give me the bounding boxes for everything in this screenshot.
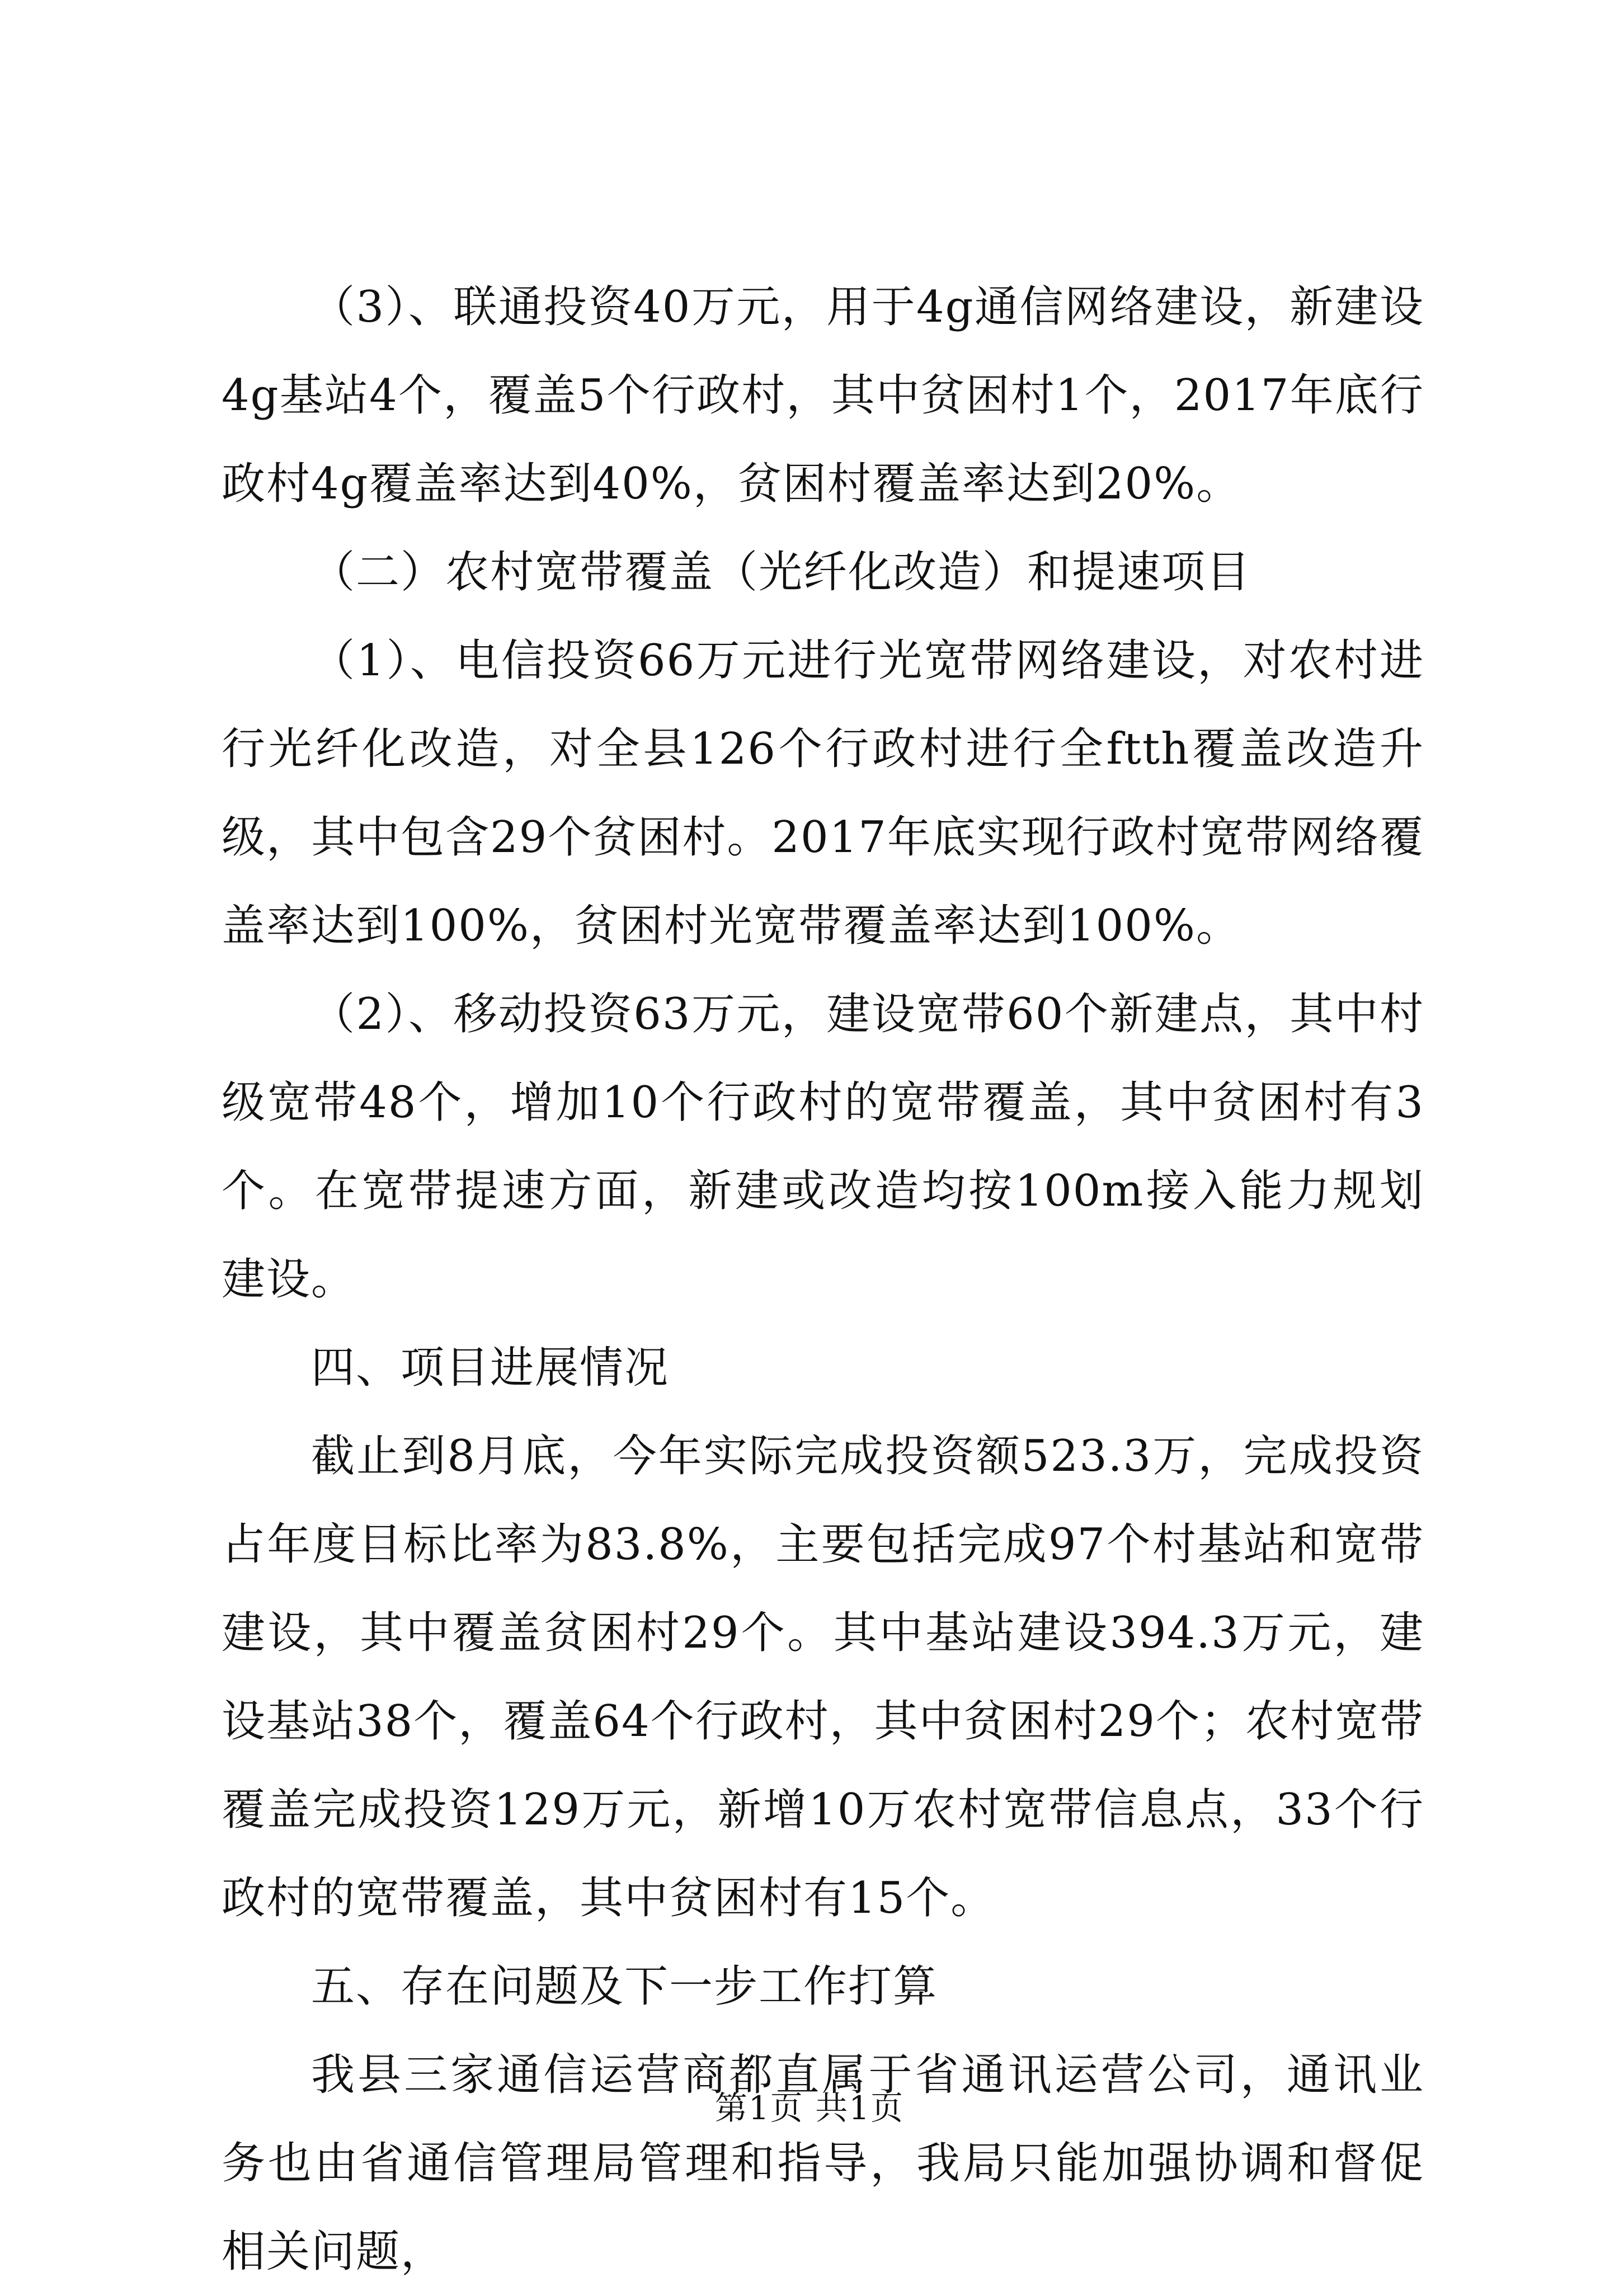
- paragraph-telecom-fiber: （1）、电信投资66万元进行光宽带网络建设，对农村进行光纤化改造，对全县126个行政村进行全ftth覆盖改造升级，其中包含29个贫困村。2017年底实现行政村宽带网络覆盖率达到100%，贫困村光宽带覆盖率达到100%。: [222, 636, 1424, 951]
- document-body: [222, 263, 1424, 2296]
- paragraph-issues: 我县三家通信运营商都直属于省通讯运营公司，通讯业务也由省通信管理局管理和指导，我局只能加强协调和督促相关问题，: [222, 2050, 1424, 2277]
- page-number-footer: 第1页 共1页: [714, 2089, 905, 2127]
- heading-rural-broadband: （二）农村宽带覆盖（光纤化改造）和提速项目: [311, 547, 1251, 597]
- paragraph-mobile-broadband: （2）、移动投资63万元，建设宽带60个新建点，其中村级宽带48个，增加10个行政村的宽带覆盖，其中贫困村有3个。在宽带提速方面，新建或改造均按100m接入能力规划建设。: [222, 989, 1424, 1305]
- paragraph-unicom-4g: （3）、联通投资40万元，用于4g通信网络建设，新建设4g基站4个，覆盖5个行政村，其中贫困村1个，2017年底行政村4g覆盖率达到40%，贫困村覆盖率达到20%。: [222, 282, 1424, 509]
- heading-issues-next-steps: 五、存在问题及下一步工作打算: [311, 1961, 938, 2012]
- paragraph-progress-details: 截止到8月底，今年实际完成投资额523.3万，完成投资占年度目标比率为83.8%，主要包括完成97个村基站和宽带建设，其中覆盖贫困村29个。其中基站建设394.3万元，建设基站38个，覆盖64个行政村，其中贫困村29个；农村宽带覆盖完成投资129万元，新增10万农村宽带信息点，33个行政村的宽带覆盖，其中贫困村有15个。: [222, 1431, 1424, 1923]
- heading-project-progress: 四、项目进展情况: [311, 1343, 670, 1393]
